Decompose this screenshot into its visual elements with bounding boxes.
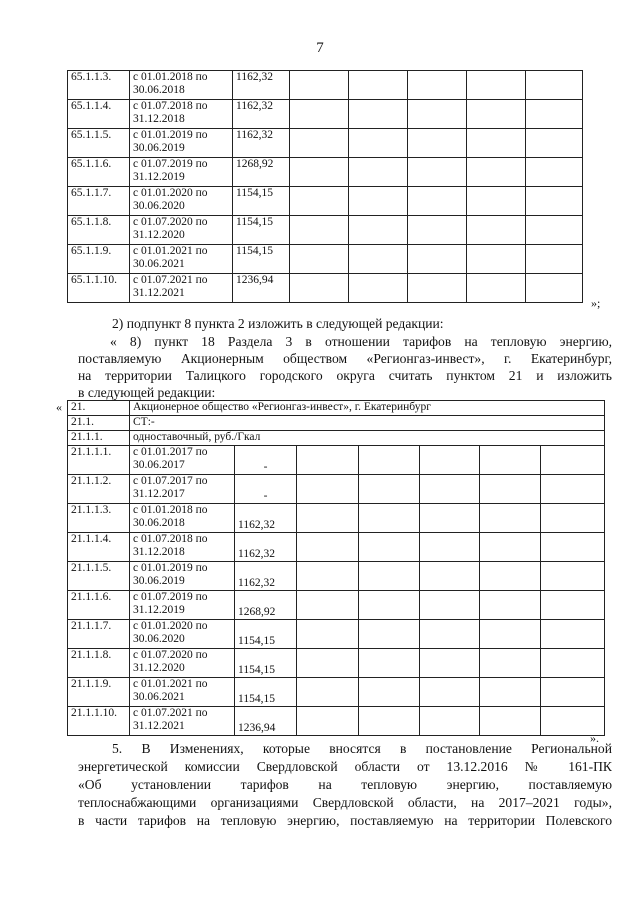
row-period	[130, 245, 233, 274]
table-row	[68, 533, 605, 562]
empty-cell	[480, 649, 541, 678]
period-end: 31.12.2019	[133, 604, 185, 616]
period-start: с 01.01.2021 по	[133, 245, 208, 257]
table-row	[68, 475, 605, 504]
table-row	[68, 216, 583, 245]
table-row	[68, 591, 605, 620]
empty-cell	[467, 158, 526, 187]
period-end: 31.12.2020	[133, 662, 185, 674]
table-header-row	[68, 416, 605, 431]
period-end: 30.06.2018	[133, 84, 185, 96]
row-period	[130, 504, 235, 533]
empty-cell	[480, 707, 541, 736]
tariff-value: -	[235, 446, 297, 475]
empty-cell	[420, 649, 480, 678]
paragraph-8-line: на территории Талицкого городского округа считать пунктом 21 и изложить	[78, 368, 612, 383]
empty-cell	[420, 504, 480, 533]
empty-cell	[297, 678, 359, 707]
row-code: 65.1.1.9.	[68, 245, 130, 274]
paragraph-5-line: энергетической комиссии Свердловской области от 13.12.2016 № 161-ПК	[78, 759, 612, 774]
empty-cell	[526, 158, 583, 187]
empty-cell	[420, 678, 480, 707]
period-start: с 01.07.2018 по	[133, 100, 208, 112]
table-row	[68, 649, 605, 678]
tariff-value: 1162,32	[235, 533, 297, 562]
empty-cell	[467, 71, 526, 100]
row-code: 65.1.1.5.	[68, 129, 130, 158]
row-period	[130, 649, 235, 678]
empty-cell	[359, 591, 420, 620]
period-end: 31.12.2018	[133, 546, 185, 558]
empty-cell	[359, 504, 420, 533]
period-end: 31.12.2018	[133, 113, 185, 125]
tariff-value: 1162,32	[235, 562, 297, 591]
tariff-value: 1154,15	[233, 216, 290, 245]
empty-cell	[541, 678, 605, 707]
period-end: 31.12.2020	[133, 229, 185, 241]
empty-cell	[467, 216, 526, 245]
period-start: с 01.07.2021 по	[133, 274, 208, 286]
empty-cell	[349, 187, 408, 216]
empty-cell	[290, 187, 349, 216]
empty-cell	[408, 216, 467, 245]
empty-cell	[526, 71, 583, 100]
paragraph-5-line: 5. В Изменениях, которые вносятся в постановление Региональной	[112, 741, 612, 756]
tariff-value: 1236,94	[235, 707, 297, 736]
table-row	[68, 678, 605, 707]
row-code: 65.1.1.6.	[68, 158, 130, 187]
row-heading: СТ:-	[130, 416, 605, 431]
table2-closing-mark: ».	[590, 731, 599, 745]
empty-cell	[359, 562, 420, 591]
empty-cell	[297, 620, 359, 649]
paragraph-5-line: «Об установлении тарифов на тепловую энергию, поставляемую	[78, 777, 612, 792]
row-code: 65.1.1.4.	[68, 100, 130, 129]
empty-cell	[467, 129, 526, 158]
paragraph-8-line: в следующей редакции:	[78, 385, 216, 400]
tariff-value: 1154,15	[233, 245, 290, 274]
period-start: с 01.01.2020 по	[133, 620, 208, 632]
tariff-value: 1154,15	[235, 678, 297, 707]
period-start: с 01.07.2020 по	[133, 649, 208, 661]
empty-cell	[480, 504, 541, 533]
empty-cell	[420, 533, 480, 562]
empty-cell	[359, 620, 420, 649]
period-start: с 01.07.2017 по	[133, 475, 208, 487]
table1-closing-mark: »;	[591, 296, 601, 310]
period-end: 30.06.2017	[133, 459, 185, 471]
period-start: с 01.01.2019 по	[133, 129, 208, 141]
empty-cell	[526, 129, 583, 158]
row-period	[130, 620, 235, 649]
page-number: 7	[316, 40, 324, 56]
row-period	[130, 71, 233, 100]
table-row	[68, 71, 583, 100]
period-end: 30.06.2019	[133, 142, 185, 154]
empty-cell	[297, 649, 359, 678]
empty-cell	[480, 562, 541, 591]
tariff-value: 1268,92	[233, 158, 290, 187]
period-start: с 01.01.2020 по	[133, 187, 208, 199]
period-end: 30.06.2021	[133, 258, 185, 270]
empty-cell	[467, 274, 526, 303]
empty-cell	[408, 71, 467, 100]
table-row	[68, 129, 583, 158]
table2-opening-mark: «	[56, 400, 62, 414]
tariff-value: 1154,15	[235, 620, 297, 649]
empty-cell	[480, 620, 541, 649]
period-end: 31.12.2021	[133, 720, 185, 732]
row-code: 21.1.1.	[68, 431, 130, 446]
paragraph-8-line: « 8) пункт 18 Раздела 3 в отношении тарифов на тепловую энергию,	[110, 334, 612, 349]
tariff-value: 1162,32	[233, 71, 290, 100]
row-code: 21.1.1.7.	[68, 620, 130, 649]
empty-cell	[359, 678, 420, 707]
row-period	[130, 216, 233, 245]
row-code: 65.1.1.3.	[68, 71, 130, 100]
empty-cell	[541, 591, 605, 620]
tariff-value: 1236,94	[233, 274, 290, 303]
empty-cell	[290, 216, 349, 245]
row-period	[130, 100, 233, 129]
row-code: 21.1.1.2.	[68, 475, 130, 504]
empty-cell	[526, 187, 583, 216]
table-header-row	[68, 431, 605, 446]
empty-cell	[420, 446, 480, 475]
table-row	[68, 620, 605, 649]
table-row	[68, 562, 605, 591]
period-start: с 01.07.2021 по	[133, 707, 208, 719]
row-period	[130, 562, 235, 591]
empty-cell	[349, 274, 408, 303]
empty-cell	[290, 274, 349, 303]
period-end: 30.06.2020	[133, 200, 185, 212]
period-start: с 01.01.2019 по	[133, 562, 208, 574]
empty-cell	[290, 71, 349, 100]
tariff-value: -	[235, 475, 297, 504]
row-period	[130, 533, 235, 562]
row-period	[130, 129, 233, 158]
row-code: 21.1.	[68, 416, 130, 431]
empty-cell	[290, 245, 349, 274]
table-row	[68, 446, 605, 475]
period-end: 31.12.2021	[133, 287, 185, 299]
empty-cell	[349, 216, 408, 245]
paragraph-5-line: теплоснабжающими организациями Свердловской области, на 2017–2021 годы»,	[78, 795, 612, 810]
table-header-row	[68, 401, 605, 416]
table-row	[68, 158, 583, 187]
tariff-table-21	[67, 400, 605, 736]
empty-cell	[297, 475, 359, 504]
empty-cell	[541, 562, 605, 591]
empty-cell	[408, 245, 467, 274]
empty-cell	[541, 533, 605, 562]
paragraph-5-line: в части тарифов на тепловую энергию, поставляемую на территории Полевского	[78, 813, 612, 828]
empty-cell	[420, 562, 480, 591]
period-start: с 01.07.2019 по	[133, 158, 208, 170]
empty-cell	[359, 649, 420, 678]
row-period	[130, 446, 235, 475]
empty-cell	[526, 100, 583, 129]
row-code: 21.1.1.4.	[68, 533, 130, 562]
empty-cell	[359, 446, 420, 475]
table-row	[68, 707, 605, 736]
period-end: 30.06.2019	[133, 575, 185, 587]
paragraph-2: 2) подпункт 8 пункта 2 изложить в следующей редакции:	[112, 316, 444, 331]
tariff-value: 1268,92	[235, 591, 297, 620]
empty-cell	[541, 446, 605, 475]
empty-cell	[480, 475, 541, 504]
table-row	[68, 187, 583, 216]
period-start: с 01.01.2018 по	[133, 71, 208, 83]
empty-cell	[297, 562, 359, 591]
empty-cell	[359, 533, 420, 562]
paragraph-8-line: поставляемую Акционерным обществом «Регионгаз-инвест», г. Екатеринбург,	[78, 351, 612, 366]
empty-cell	[297, 446, 359, 475]
empty-cell	[420, 475, 480, 504]
row-heading: одноставочный, руб./Гкал	[130, 431, 605, 446]
row-code: 65.1.1.10.	[68, 274, 130, 303]
row-code: 21.1.1.8.	[68, 649, 130, 678]
empty-cell	[349, 245, 408, 274]
empty-cell	[541, 475, 605, 504]
empty-cell	[526, 274, 583, 303]
empty-cell	[290, 158, 349, 187]
row-period	[130, 158, 233, 187]
empty-cell	[359, 475, 420, 504]
row-period	[130, 678, 235, 707]
empty-cell	[297, 707, 359, 736]
row-code: 21.	[68, 401, 130, 416]
empty-cell	[420, 591, 480, 620]
row-period	[130, 707, 235, 736]
row-period	[130, 187, 233, 216]
table-row	[68, 504, 605, 533]
row-code: 65.1.1.8.	[68, 216, 130, 245]
empty-cell	[349, 100, 408, 129]
period-start: с 01.01.2021 по	[133, 678, 208, 690]
empty-cell	[349, 71, 408, 100]
row-code: 65.1.1.7.	[68, 187, 130, 216]
empty-cell	[480, 678, 541, 707]
table-row	[68, 274, 583, 303]
period-start: с 01.01.2018 по	[133, 504, 208, 516]
tariff-value: 1162,32	[233, 129, 290, 158]
empty-cell	[480, 446, 541, 475]
row-code: 21.1.1.5.	[68, 562, 130, 591]
row-code: 21.1.1.3.	[68, 504, 130, 533]
period-start: с 01.01.2017 по	[133, 446, 208, 458]
period-end: 31.12.2019	[133, 171, 185, 183]
row-code: 21.1.1.6.	[68, 591, 130, 620]
period-start: с 01.07.2018 по	[133, 533, 208, 545]
row-period	[130, 591, 235, 620]
period-end: 30.06.2020	[133, 633, 185, 645]
row-period	[130, 274, 233, 303]
tariff-value: 1162,32	[233, 100, 290, 129]
empty-cell	[541, 504, 605, 533]
empty-cell	[408, 129, 467, 158]
empty-cell	[290, 129, 349, 158]
period-end: 30.06.2018	[133, 517, 185, 529]
empty-cell	[349, 158, 408, 187]
empty-cell	[467, 245, 526, 274]
tariff-value: 1162,32	[235, 504, 297, 533]
empty-cell	[541, 649, 605, 678]
tariff-value: 1154,15	[233, 187, 290, 216]
empty-cell	[420, 620, 480, 649]
table-row	[68, 245, 583, 274]
empty-cell	[467, 100, 526, 129]
empty-cell	[480, 533, 541, 562]
period-start: с 01.07.2020 по	[133, 216, 208, 228]
empty-cell	[408, 274, 467, 303]
empty-cell	[349, 129, 408, 158]
empty-cell	[408, 100, 467, 129]
table-row	[68, 100, 583, 129]
empty-cell	[290, 100, 349, 129]
tariff-value: 1154,15	[235, 649, 297, 678]
period-start: с 01.07.2019 по	[133, 591, 208, 603]
row-period	[130, 475, 235, 504]
empty-cell	[480, 591, 541, 620]
empty-cell	[467, 187, 526, 216]
row-code: 21.1.1.1.	[68, 446, 130, 475]
empty-cell	[297, 591, 359, 620]
empty-cell	[408, 158, 467, 187]
row-code: 21.1.1.9.	[68, 678, 130, 707]
empty-cell	[541, 620, 605, 649]
period-end: 31.12.2017	[133, 488, 185, 500]
empty-cell	[526, 245, 583, 274]
empty-cell	[420, 707, 480, 736]
empty-cell	[297, 504, 359, 533]
row-code: 21.1.1.10.	[68, 707, 130, 736]
period-end: 30.06.2021	[133, 691, 185, 703]
empty-cell	[526, 216, 583, 245]
tariff-table-65	[67, 70, 583, 303]
empty-cell	[408, 187, 467, 216]
empty-cell	[297, 533, 359, 562]
empty-cell	[359, 707, 420, 736]
row-heading: Акционерное общество «Регионгаз-инвест», г. Екатеринбург	[130, 401, 605, 416]
